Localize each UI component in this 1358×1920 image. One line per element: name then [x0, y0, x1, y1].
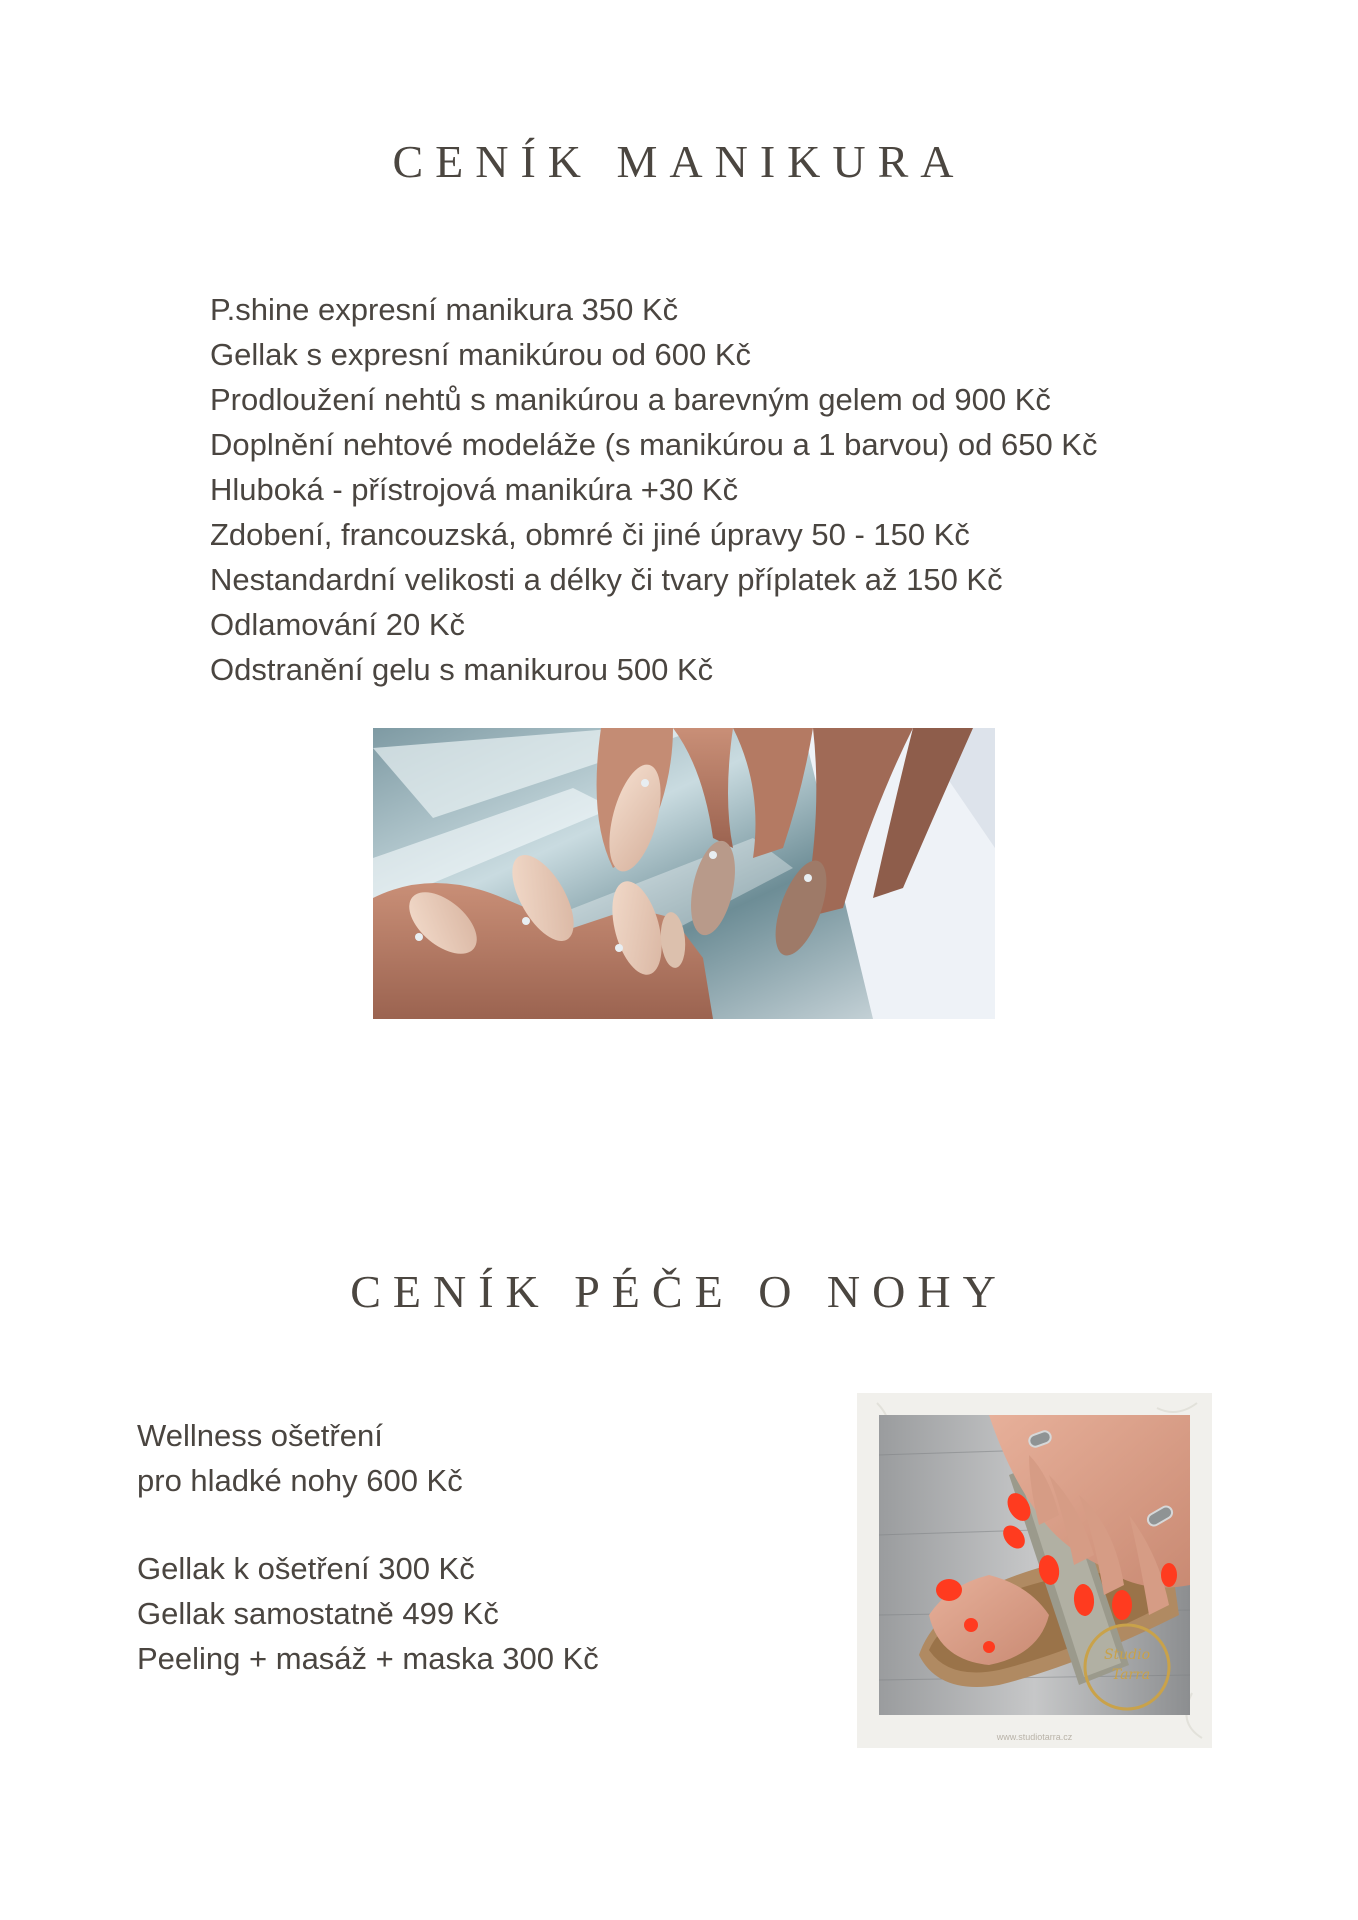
- price-item: P.shine expresní manikura 350 Kč: [210, 292, 679, 327]
- svg-text:Tarra: Tarra: [1111, 1667, 1151, 1683]
- price-item: Hluboká - přístrojová manikúra +30 Kč: [210, 472, 739, 507]
- price-item: Odlamování 20 Kč: [210, 607, 466, 642]
- foot-care-photo-card: [857, 1393, 1212, 1748]
- manicure-photo: [373, 728, 995, 1019]
- svg-text:Studio: Studio: [1103, 1647, 1151, 1663]
- foot-care-photo: [879, 1415, 1190, 1715]
- price-item: Gellak k ošetření 300 Kč: [137, 1551, 475, 1586]
- price-item: Gellak s expresní manikúrou od 600 Kč: [210, 337, 752, 372]
- website-url: www.studiotarra.cz: [996, 1732, 1073, 1742]
- price-item: Odstranění gelu s manikurou 500 Kč: [210, 652, 714, 687]
- price-item: Doplnění nehtové modeláže (s manikúrou a 1 barvou) od 650 Kč: [210, 427, 1098, 462]
- price-item: pro hladké nohy 600 Kč: [137, 1463, 463, 1498]
- foot-care-price-list: [137, 1413, 599, 1681]
- price-item: Nestandardní velikosti a délky či tvary příplatek až 150 Kč: [210, 562, 1003, 597]
- list-spacer: [137, 1503, 599, 1546]
- price-item: Zdobení, francouzská, obmré či jiné úpravy 50 - 150 Kč: [210, 517, 970, 552]
- price-item: Wellness ošetření: [137, 1418, 383, 1453]
- foot-care-price-title: CENÍK PÉČE O NOHY: [350, 1266, 1008, 1317]
- price-item: Prodloužení nehtů s manikúrou a barevným gelem od 900 Kč: [210, 382, 1051, 417]
- price-item: Gellak samostatně 499 Kč: [137, 1596, 499, 1631]
- price-item: Peeling + masáž + maska 300 Kč: [137, 1641, 599, 1676]
- manicure-price-list: [210, 287, 1097, 692]
- manicure-price-title: CENÍK MANIKURA: [392, 136, 966, 187]
